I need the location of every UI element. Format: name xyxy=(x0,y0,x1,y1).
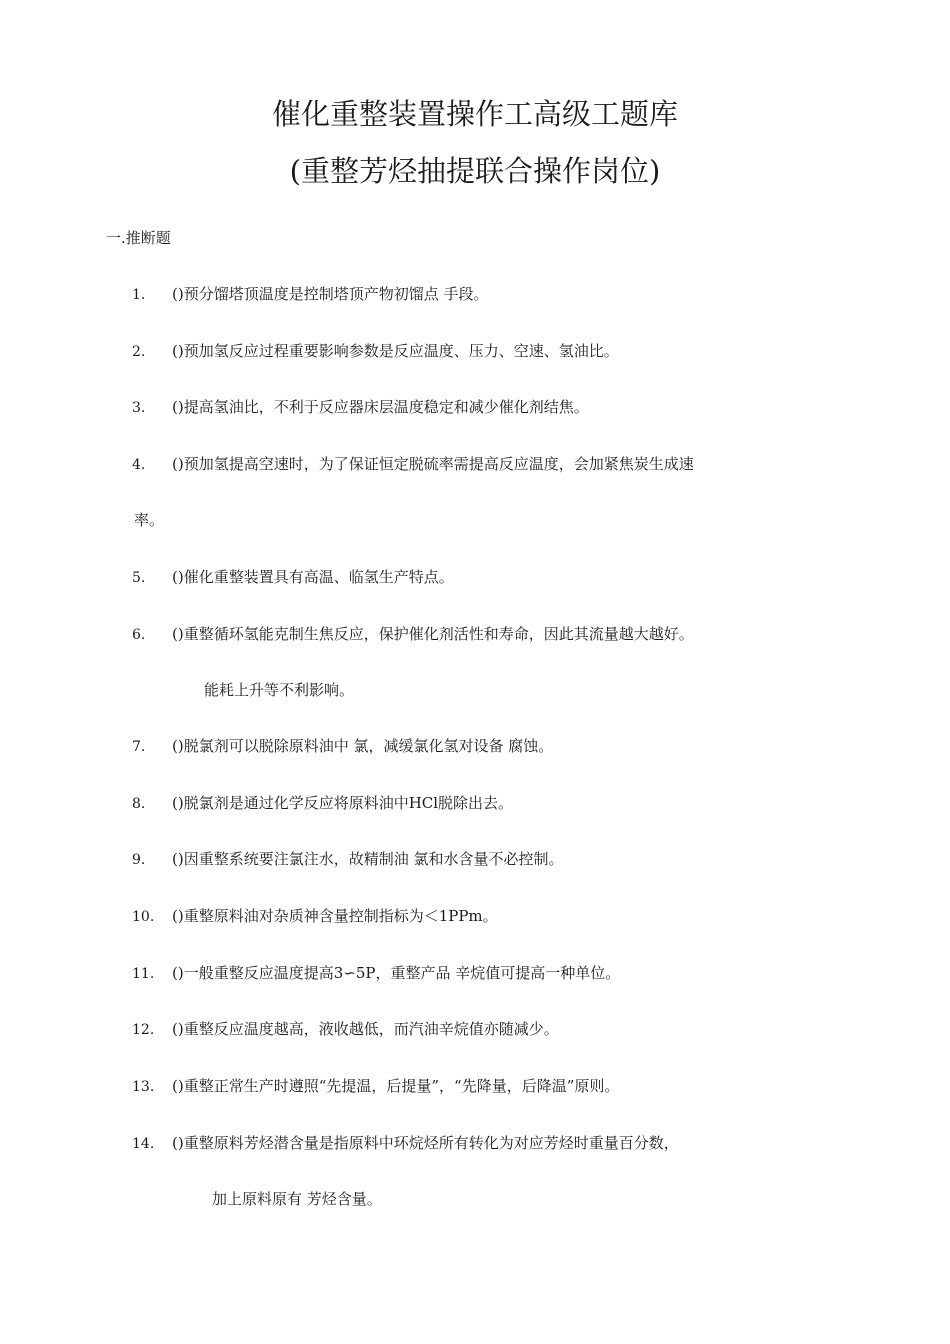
question-continuation: 加上原料原有 芳烃含量。 xyxy=(212,1190,382,1208)
question-text: ()因重整系统要注氯注水，故精制油 氯和水含量不必控制。 xyxy=(172,850,564,868)
document-title: 催化重整装置操作工高级工题库 xyxy=(271,97,678,131)
question-text: ()重整循环氢能克制生焦反应，保护催化剂活性和寿命，因此其流量越大越好。 xyxy=(172,625,694,643)
question-text: ()脱氯剂可以脱除原料油中 氯，减缓氯化氢对设备 腐蚀。 xyxy=(172,737,554,755)
question-text: ()预加氢反应过程重要影响参数是反应温度、压力、空速、氢油比。 xyxy=(172,342,619,360)
question-number: 4. xyxy=(132,457,146,473)
question-text: ()催化重整装置具有高温、临氢生产特点。 xyxy=(172,568,454,586)
question-number: 2. xyxy=(132,344,146,360)
question-number: 1. xyxy=(132,287,146,303)
question-text: ()一般重整反应温度提高3∽5P，重整产品 辛烷值可提高一种单位。 xyxy=(172,964,621,982)
question-number: 13. xyxy=(132,1079,155,1095)
question-text: ()提高氢油比，不利于反应器床层温度稳定和减少催化剂结焦。 xyxy=(172,398,589,416)
question-continuation: 率。 xyxy=(134,511,165,529)
question-text: ()重整反应温度越高，液收越低，而汽油辛烷值亦随减少。 xyxy=(172,1020,559,1038)
question-number: 10. xyxy=(132,909,155,925)
question-number: 6. xyxy=(132,627,146,643)
question-number: 12. xyxy=(132,1022,155,1038)
question-number: 5. xyxy=(132,570,146,586)
question-text: ()重整原料芳烃潜含量是指原料中环烷烃所有转化为对应芳烃时重量百分数， xyxy=(172,1134,679,1152)
question-number: 3. xyxy=(132,400,146,416)
question-number: 7. xyxy=(132,739,146,755)
question-number: 8. xyxy=(132,796,146,812)
section-heading: 一.推断题 xyxy=(106,229,171,247)
question-number: 14. xyxy=(132,1136,155,1152)
question-continuation: 能耗上升等不利影响。 xyxy=(204,681,355,699)
document-subtitle: (重整芳烃抽提联合操作岗位) xyxy=(289,154,661,188)
question-text: ()重整原料油对杂质神含量控制指标为＜1PPm。 xyxy=(172,907,498,925)
question-text: ()预加氢提高空速时，为了保证恒定脱硫率需提高反应温度，会加紧焦炭生成速 xyxy=(172,455,694,473)
question-number: 9. xyxy=(132,852,146,868)
question-text: ()重整正常生产时遵照“先提温，后提量”，“先降量，后降温”原则。 xyxy=(172,1077,620,1095)
question-text: ()脱氯剂是通过化学反应将原料油中HCl脱除出去。 xyxy=(172,794,514,812)
question-number: 11. xyxy=(132,966,155,982)
question-text: ()预分馏塔顶温度是控制塔顶产物初馏点 手段。 xyxy=(172,285,489,303)
